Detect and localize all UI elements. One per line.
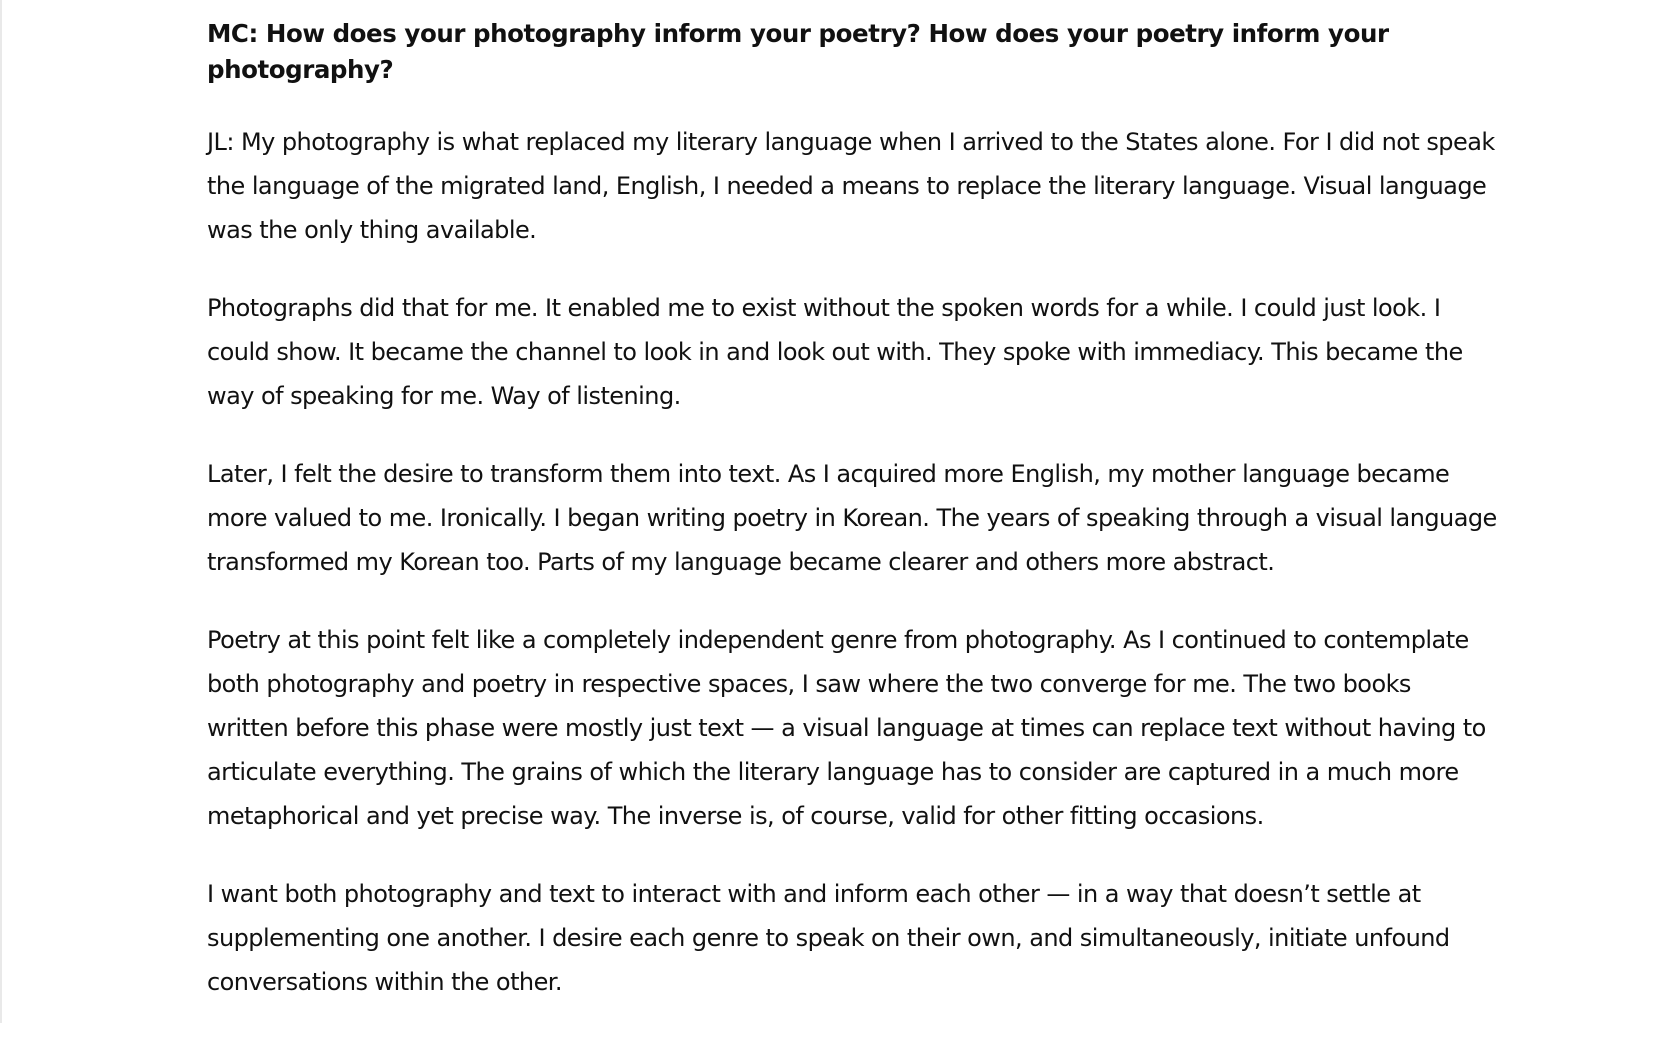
answer-paragraph-5: I want both photography and text to interact with and inform each other — in a way that doesn’t settle at supplementing one another. I desire each genre to speak on their own, and simultaneously, initiate unfound conversations within the other. — [207, 880, 1450, 996]
answer-paragraph-2: Photographs did that for me. It enabled me to exist without the spoken words for a while. I could just look. I could show. It became the channel to look in and look out with. They spoke with immediacy. This became the way of speaking for me. Way of listening. — [207, 294, 1463, 410]
interview-article — [207, 16, 1497, 1038]
answer-paragraph-3: Later, I felt the desire to transform them into text. As I acquired more English, my mother language became more valued to me. Ironically. I began writing poetry in Korean. The years of speaking through a visual language transformed my Korean too. Parts of my language became clearer and others more abstract. — [207, 460, 1497, 576]
left-border-rule — [0, 0, 2, 1023]
interview-question: MC: How does your photography inform your poetry? How does your poetry inform your photography? — [207, 19, 1389, 84]
answer-paragraph-4: Poetry at this point felt like a completely independent genre from photography. As I continued to contemplate both photography and poetry in respective spaces, I saw where the two converge for me. The two books written before this phase were mostly just text — a visual language at times can replace text without having to articulate everything. The grains of which the literary language has to consider are captured in a much more metaphorical and yet precise way. The inverse is, of course, valid for other fitting occasions. — [207, 626, 1486, 830]
answer-paragraph-1: JL: My photography is what replaced my literary language when I arrived to the States alone. For I did not speak the language of the migrated land, English, I needed a means to replace the literary language. Visual language was the only thing available. — [207, 128, 1495, 244]
